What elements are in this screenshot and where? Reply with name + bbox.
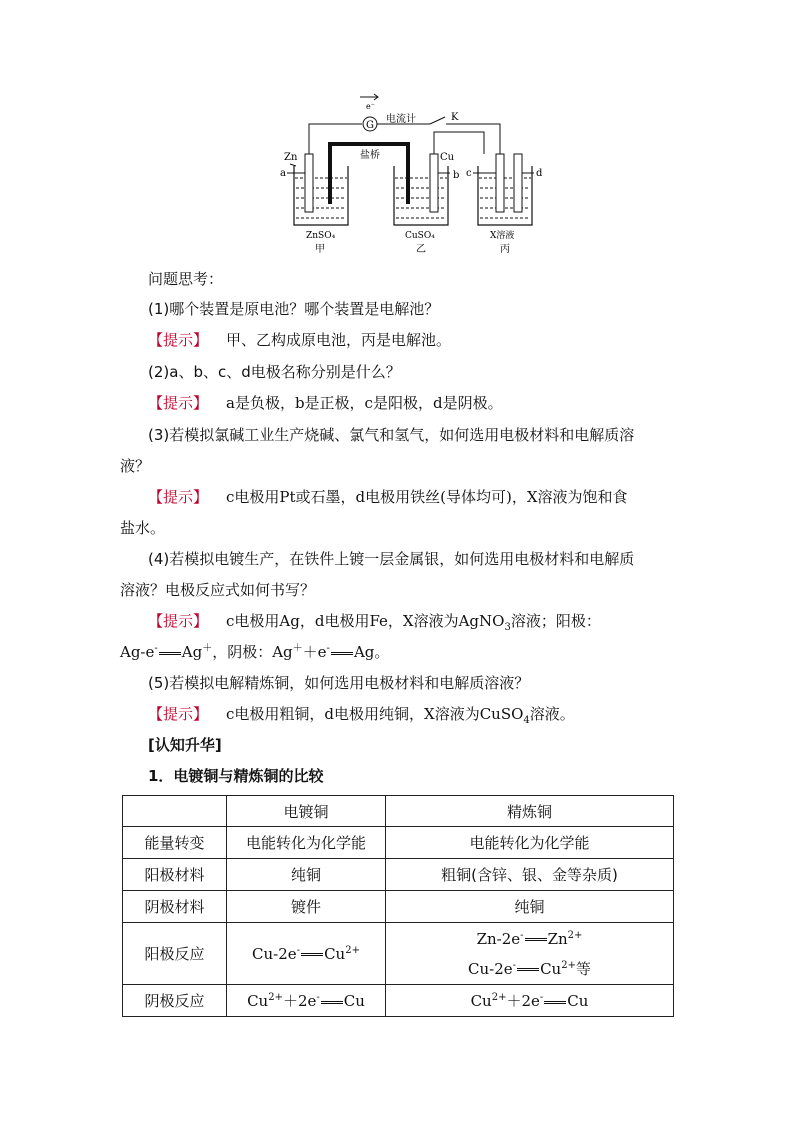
answer-3-line-1: 【提示】 c电极用Pt或石墨，d电极用铁丝(导体均可)，X溶液为饱和食: [148, 488, 628, 506]
answer-2: 【提示】 a是负极，b是正极，c是阳极，d是阴极。: [148, 394, 503, 412]
answer-4-line-2: Ag-e- Ag＋，阴极：Ag＋＋e- Ag。: [120, 643, 390, 661]
table-header-cell: 电镀铜: [227, 796, 386, 827]
svg-text:CuSO₄: CuSO₄: [405, 231, 435, 241]
cathode-eq-refining: $Cu^{2+}+2e^-$ Cu: [386, 985, 674, 1017]
hint-label: 【提示】: [148, 612, 209, 630]
question-5: (5)若模拟电解精炼铜，如何选用电极材料和电解质溶液？: [148, 674, 530, 692]
hint-label: 【提示】: [148, 331, 209, 349]
svg-text:d: d: [536, 168, 543, 179]
anode-eq-refining: Zn-2e- $Zn^{2+}$ Cu-2e- $Cu^{2+}$等: [386, 923, 674, 985]
svg-text:a: a: [280, 168, 286, 179]
item-title: 1．电镀铜与精炼铜的比较: [148, 767, 324, 785]
table-row: 阴极材料 镀件 纯铜: [123, 891, 674, 923]
table-row: 阳极材料 纯铜 粗铜(含锌、银、金等杂质): [123, 859, 674, 891]
question-4-line-1: (4)若模拟电镀生产，在铁件上镀一层金属银，如何选用电极材料和电解质: [148, 550, 635, 568]
answer-5: 【提示】 c电极用粗铜，d电极用纯铜，X溶液为CuSO$_4$溶液。: [148, 705, 575, 726]
svg-text:c: c: [466, 168, 472, 179]
svg-text:乙: 乙: [416, 244, 426, 255]
question-2: (2)a、b、c、d电极名称分别是什么？: [148, 363, 401, 381]
answer-4-line-1: 【提示】 c电极用Ag，d电极用Fe，X溶液为AgNO$_3$溶液；阳极：: [148, 612, 601, 633]
ammeter-label: 电流计: [386, 114, 416, 125]
svg-text:X溶液: X溶液: [490, 231, 515, 241]
table-header-cell: 精炼铜: [386, 796, 674, 827]
answer-3-line-2: 盐水。: [120, 519, 166, 537]
svg-text:ZnSO₄: ZnSO₄: [306, 231, 336, 241]
question-1: (1)哪个装置是原电池？哪个装置是电解池？: [148, 300, 440, 318]
beaker-x: [478, 154, 532, 225]
beaker-cu: [394, 154, 448, 225]
electrochemistry-diagram: [270, 92, 543, 262]
svg-text:甲: 甲: [315, 244, 325, 255]
svg-text:Zn: Zn: [284, 152, 298, 163]
switch-label: K: [451, 112, 459, 123]
svg-text:b: b: [453, 170, 460, 181]
table-header-row: [123, 796, 674, 827]
electron-label: e⁻: [366, 102, 375, 111]
answer-1: 【提示】 甲、乙构成原电池，丙是电解池。: [148, 331, 452, 349]
table-row: 能量转变 电能转化为化学能 电能转化为化学能: [123, 827, 674, 859]
question-4-line-2: 溶液？电极反应式如何书写？: [120, 581, 316, 599]
questions-heading: 问题思考：: [148, 270, 224, 288]
switch-k: [430, 117, 445, 124]
anode-eq-plating: Cu-2e- $Cu^{2+}$: [227, 923, 386, 985]
question-3-line-2: 液？: [120, 457, 151, 475]
salt-bridge-label: 盐桥: [360, 150, 380, 161]
svg-text:丙: 丙: [500, 244, 510, 255]
beaker-zn: [290, 154, 348, 225]
galvanometer-symbol: G: [366, 120, 374, 131]
table-row: 阴极反应 $Cu^{2+}+2e^-$ Cu $Cu^{2+}+2e^-$ Cu: [123, 985, 674, 1017]
hint-label: 【提示】: [148, 488, 209, 506]
comparison-table: [122, 795, 674, 1017]
hint-label: 【提示】: [148, 394, 209, 412]
svg-text:Cu: Cu: [440, 152, 455, 163]
cathode-eq-plating: $Cu^{2+}+2e^-$ Cu: [227, 985, 386, 1017]
hint-label: 【提示】: [148, 705, 209, 723]
question-3-line-1: (3)若模拟氯碱工业生产烧碱、氯气和氢气，如何选用电极材料和电解质溶: [148, 426, 635, 444]
table-header-cell: [123, 796, 227, 827]
section-label: [认知升华]: [148, 736, 222, 754]
table-row: 阳极反应 Cu-2e- $Cu^{2+}$ Zn-2e- $Zn^{2+}$ Cu-2e- $Cu^{2+}$等: [123, 923, 674, 985]
